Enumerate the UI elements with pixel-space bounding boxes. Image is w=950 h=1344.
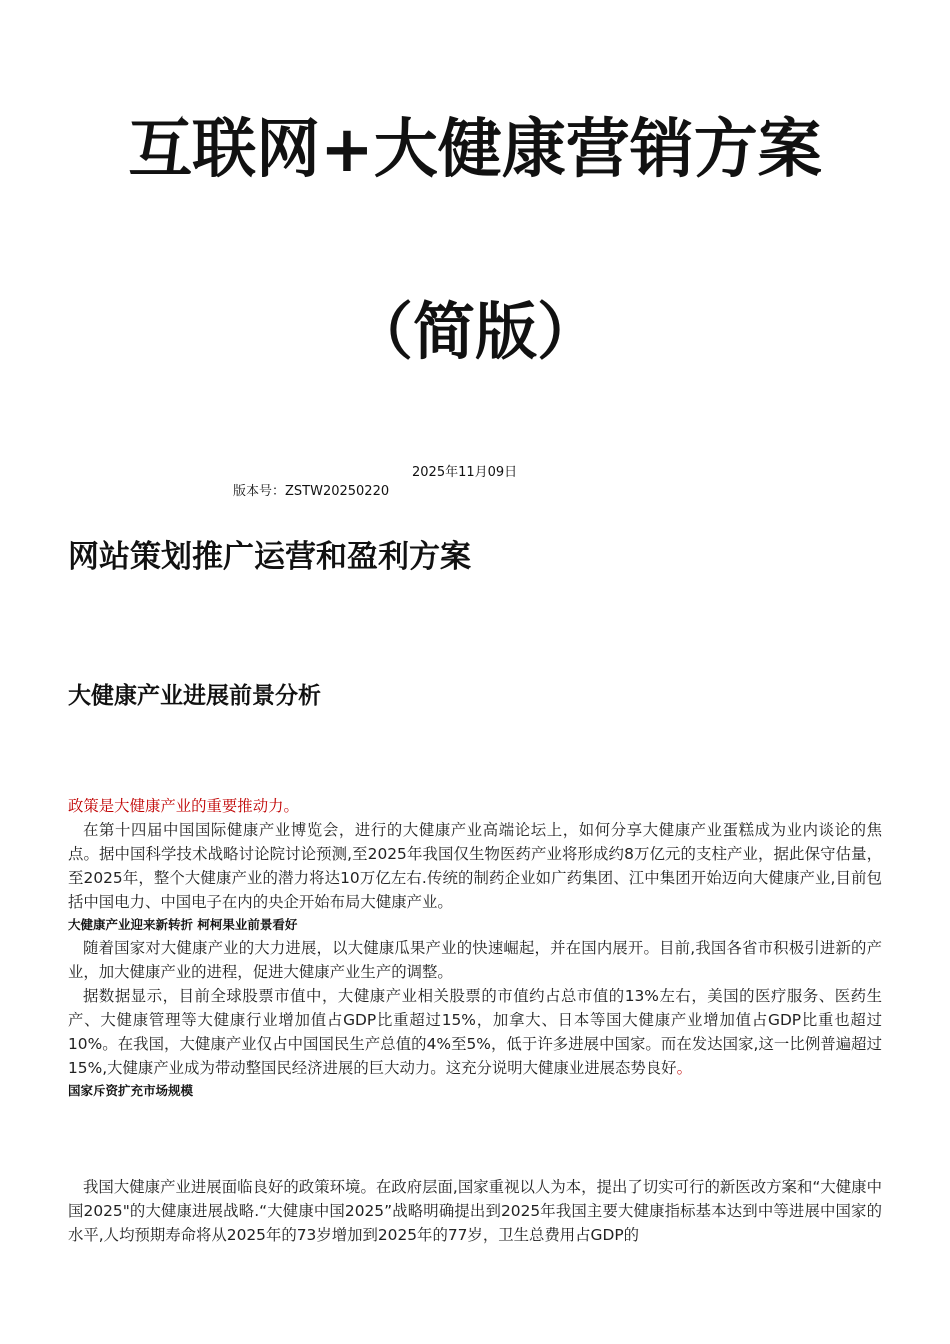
red-period: 。 [676, 1059, 692, 1077]
market-paragraph: 我国大健康产业进展面临良好的政策环境。在政府层面,国家重视以人为本，提出了切实可行的新医改方案和“大健康中国2025"的大健康进展战略.“大健康中国2025”战略明确提出到2025年我国主要大健康指标基本达到中等进展中国家的水平,人均预期寿命将从2025年的73岁增加到2025年的77岁，卫生总费用占GDP的 [68, 1178, 882, 1244]
version-number: 版本号：ZSTW20250220 [233, 484, 390, 499]
turning-point-heading: 大健康产业迎来新转折 柯柯果业前景看好 [68, 917, 298, 932]
document-date: 2025年11月09日 [412, 465, 518, 480]
body-content-continued [68, 1175, 882, 1247]
policy-paragraph: 在第十四届中国国际健康产业博览会，进行的大健康产业高端论坛上，如何分享大健康产业蛋糕成为业内谈论的焦点。据中国科学技术战略讨论院讨论预测,至2025年我国仅生物医药产业将形成约8万亿元的支柱产业，据此保守估量，至2025年，整个大健康产业的潜力将达10万亿左右.传统的制药企业如广药集团、江中集团开始迈向大健康产业,目前包括中国电力、中国电子在内的央企开始布局大健康产业。 [68, 821, 882, 911]
body-content [68, 794, 882, 1102]
heading-industry-analysis: 大健康产业进展前景分析 [68, 683, 321, 709]
policy-heading: 政策是大健康产业的重要推动力。 [68, 797, 299, 815]
document-subtitle: （简版） [350, 295, 599, 368]
turning-point-paragraph-1: 随着国家对大健康产业的大力进展，以大健康瓜果产业的快速崛起，并在国内展开。目前,我国各省市积极引进新的产业，加大健康产业的进程，促进大健康产业生产的调整。 [68, 939, 882, 981]
document-title: 互联网+大健康营销方案 [128, 113, 822, 187]
turning-point-paragraph-2 [68, 984, 882, 1080]
heading-website-plan: 网站策划推广运营和盈利方案 [68, 539, 471, 575]
turning-point-paragraph-2-text: 据数据显示，目前全球股票市值中，大健康产业相关股票的市值约占总市值的13%左右，美国的医疗服务、医药生产、大健康管理等大健康行业增加值占GDP比重超过15%，加拿大、日本等国大健康产业增加值占GDP比重也超过10%。在我国，大健康产业仅占中国国民生产总值的4%至5%，低于许多进展中国家。而在发达国家,这一比例普遍超过15%,大健康产业成为带动整国民经济进展的巨大动力。这充分说明大健康业进展态势良好 [68, 987, 882, 1077]
market-heading: 国家斥资扩充市场规模 [68, 1083, 194, 1098]
